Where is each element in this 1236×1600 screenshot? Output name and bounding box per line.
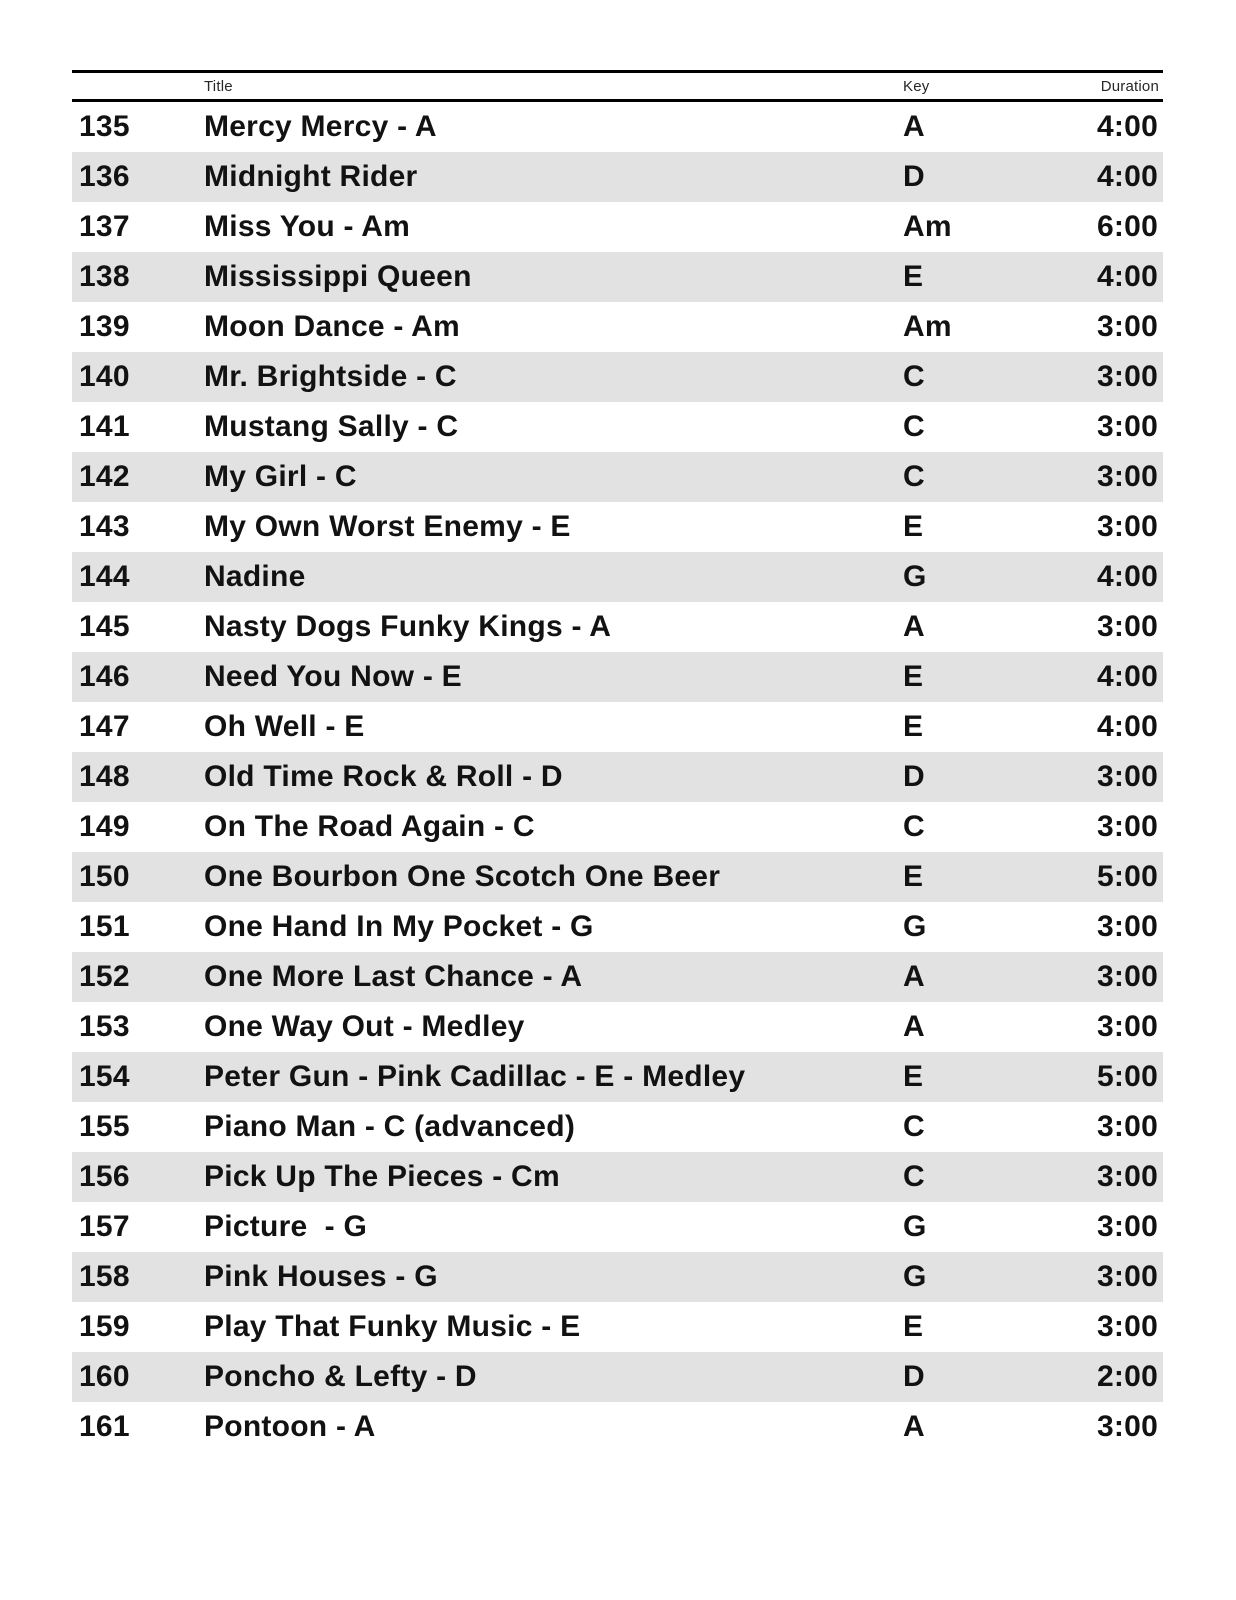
song-duration-cell: 3:00: [1096, 1310, 1158, 1343]
song-duration-cell: 3:00: [1096, 410, 1158, 443]
song-number-cell: 159: [79, 1310, 130, 1343]
song-duration-cell: 3:00: [1096, 760, 1158, 793]
song-title-cell: Nasty Dogs Funky Kings - A: [204, 610, 612, 643]
song-duration-cell: 3:00: [1096, 510, 1158, 543]
song-title-cell: Moon Dance - Am: [204, 310, 460, 343]
song-number-cell: 143: [79, 510, 130, 543]
song-key-cell: A: [903, 960, 925, 993]
song-duration-cell: 3:00: [1096, 1010, 1158, 1043]
song-duration-cell: 3:00: [1096, 1110, 1158, 1143]
song-title-cell: Picture - G: [204, 1210, 368, 1243]
song-title-cell: Mercy Mercy - A: [204, 110, 437, 143]
song-number-cell: 152: [79, 960, 130, 993]
table-row: [72, 602, 1163, 652]
song-title-cell: One Hand In My Pocket - G: [204, 910, 594, 943]
table-row: [72, 1152, 1163, 1202]
song-number-cell: 150: [79, 860, 130, 893]
song-title-cell: One Bourbon One Scotch One Beer: [204, 860, 721, 893]
song-key-cell: D: [903, 160, 925, 193]
song-duration-cell: 5:00: [1096, 1060, 1158, 1093]
table-row: [72, 302, 1163, 352]
song-title-cell: Mississippi Queen: [204, 260, 472, 293]
table-row: [72, 1052, 1163, 1102]
song-title-cell: Oh Well - E: [204, 710, 365, 743]
song-duration-cell: 6:00: [1096, 210, 1158, 243]
song-key-cell: E: [903, 860, 924, 893]
song-key-cell: A: [903, 610, 925, 643]
song-number-cell: 138: [79, 260, 130, 293]
table-row: [72, 502, 1163, 552]
song-duration-cell: 4:00: [1096, 560, 1158, 593]
song-title-cell: Piano Man - C (advanced): [204, 1110, 576, 1143]
table-row: [72, 902, 1163, 952]
song-title-cell: Pick Up The Pieces - Cm: [204, 1160, 560, 1193]
song-duration-cell: 3:00: [1096, 310, 1158, 343]
song-number-cell: 157: [79, 1210, 130, 1243]
song-key-cell: E: [903, 1310, 924, 1343]
song-title-cell: My Own Worst Enemy - E: [204, 510, 571, 543]
song-title-cell: One Way Out - Medley: [204, 1010, 525, 1043]
song-duration-cell: 4:00: [1096, 660, 1158, 693]
song-title-cell: Miss You - Am: [204, 210, 411, 243]
song-key-cell: G: [903, 1210, 927, 1243]
song-duration-cell: 3:00: [1096, 1410, 1158, 1443]
song-key-cell: A: [903, 1410, 925, 1443]
table-row: [72, 1202, 1163, 1252]
song-key-cell: C: [903, 810, 925, 843]
song-duration-cell: 4:00: [1096, 260, 1158, 293]
song-number-cell: 139: [79, 310, 130, 343]
song-key-cell: E: [903, 660, 924, 693]
song-title-cell: Poncho & Lefty - D: [204, 1360, 477, 1393]
song-duration-cell: 3:00: [1096, 1160, 1158, 1193]
song-table: [72, 70, 1163, 1452]
table-row: [72, 852, 1163, 902]
song-title-cell: My Girl - C: [204, 460, 357, 493]
song-key-cell: A: [903, 1010, 925, 1043]
song-key-cell: C: [903, 360, 925, 393]
song-number-cell: 136: [79, 160, 130, 193]
song-duration-cell: 4:00: [1096, 110, 1158, 143]
table-row: [72, 452, 1163, 502]
song-duration-cell: 4:00: [1096, 160, 1158, 193]
song-key-cell: G: [903, 910, 927, 943]
song-number-cell: 141: [79, 410, 130, 443]
song-number-cell: 137: [79, 210, 130, 243]
song-number-cell: 146: [79, 660, 130, 693]
column-header-key: Key: [903, 78, 930, 95]
table-row: [72, 752, 1163, 802]
song-number-cell: 160: [79, 1360, 130, 1393]
song-number-cell: 144: [79, 560, 130, 593]
song-number-cell: 161: [79, 1410, 130, 1443]
song-key-cell: A: [903, 110, 925, 143]
table-row: [72, 352, 1163, 402]
song-number-cell: 151: [79, 910, 130, 943]
song-title-cell: One More Last Chance - A: [204, 960, 583, 993]
table-row: [72, 1252, 1163, 1302]
table-row: [72, 1402, 1163, 1452]
song-title-cell: Need You Now - E: [204, 660, 462, 693]
song-title-cell: Peter Gun - Pink Cadillac - E - Medley: [204, 1060, 746, 1093]
song-key-cell: E: [903, 260, 924, 293]
song-number-cell: 149: [79, 810, 130, 843]
song-duration-cell: 3:00: [1096, 910, 1158, 943]
table-row: [72, 802, 1163, 852]
song-duration-cell: 3:00: [1096, 610, 1158, 643]
song-number-cell: 140: [79, 360, 130, 393]
song-title-cell: Pontoon - A: [204, 1410, 376, 1443]
song-duration-cell: 3:00: [1096, 960, 1158, 993]
song-duration-cell: 3:00: [1096, 360, 1158, 393]
table-row: [72, 702, 1163, 752]
song-number-cell: 145: [79, 610, 130, 643]
song-key-cell: C: [903, 1110, 925, 1143]
table-row: [72, 652, 1163, 702]
song-title-cell: On The Road Again - C: [204, 810, 535, 843]
song-key-cell: E: [903, 1060, 924, 1093]
song-title-cell: Nadine: [204, 560, 306, 593]
song-key-cell: E: [903, 710, 924, 743]
song-number-cell: 155: [79, 1110, 130, 1143]
table-row: [72, 252, 1163, 302]
table-body: [72, 102, 1163, 1452]
song-number-cell: 142: [79, 460, 130, 493]
song-number-cell: 153: [79, 1010, 130, 1043]
song-key-cell: D: [903, 760, 925, 793]
song-number-cell: 158: [79, 1260, 130, 1293]
song-key-cell: Am: [903, 210, 952, 243]
song-key-cell: C: [903, 1160, 925, 1193]
song-title-cell: Play That Funky Music - E: [204, 1310, 581, 1343]
table-row: [72, 1352, 1163, 1402]
table-row: [72, 552, 1163, 602]
column-header-title: Title: [204, 78, 233, 95]
song-duration-cell: 5:00: [1096, 860, 1158, 893]
song-duration-cell: 3:00: [1096, 460, 1158, 493]
song-duration-cell: 3:00: [1096, 1210, 1158, 1243]
song-duration-cell: 2:00: [1096, 1360, 1158, 1393]
song-key-cell: G: [903, 560, 927, 593]
song-key-cell: G: [903, 1260, 927, 1293]
table-row: [72, 152, 1163, 202]
song-key-cell: C: [903, 460, 925, 493]
song-title-cell: Midnight Rider: [204, 160, 418, 193]
table-header-row: [72, 70, 1163, 102]
song-key-cell: E: [903, 510, 924, 543]
song-duration-cell: 3:00: [1096, 810, 1158, 843]
table-row: [72, 1302, 1163, 1352]
song-number-cell: 156: [79, 1160, 130, 1193]
song-number-cell: 148: [79, 760, 130, 793]
table-row: [72, 202, 1163, 252]
song-title-cell: Old Time Rock & Roll - D: [204, 760, 563, 793]
song-key-cell: Am: [903, 310, 952, 343]
column-header-duration: Duration: [1100, 78, 1159, 95]
song-number-cell: 135: [79, 110, 130, 143]
table-row: [72, 102, 1163, 152]
song-title-cell: Mr. Brightside - C: [204, 360, 457, 393]
song-duration-cell: 3:00: [1096, 1260, 1158, 1293]
table-row: [72, 402, 1163, 452]
table-row: [72, 1002, 1163, 1052]
table-row: [72, 1102, 1163, 1152]
song-number-cell: 154: [79, 1060, 130, 1093]
song-title-cell: Pink Houses - G: [204, 1260, 438, 1293]
table-row: [72, 952, 1163, 1002]
song-key-cell: D: [903, 1360, 925, 1393]
song-title-cell: Mustang Sally - C: [204, 410, 459, 443]
song-key-cell: C: [903, 410, 925, 443]
song-duration-cell: 4:00: [1096, 710, 1158, 743]
song-number-cell: 147: [79, 710, 130, 743]
